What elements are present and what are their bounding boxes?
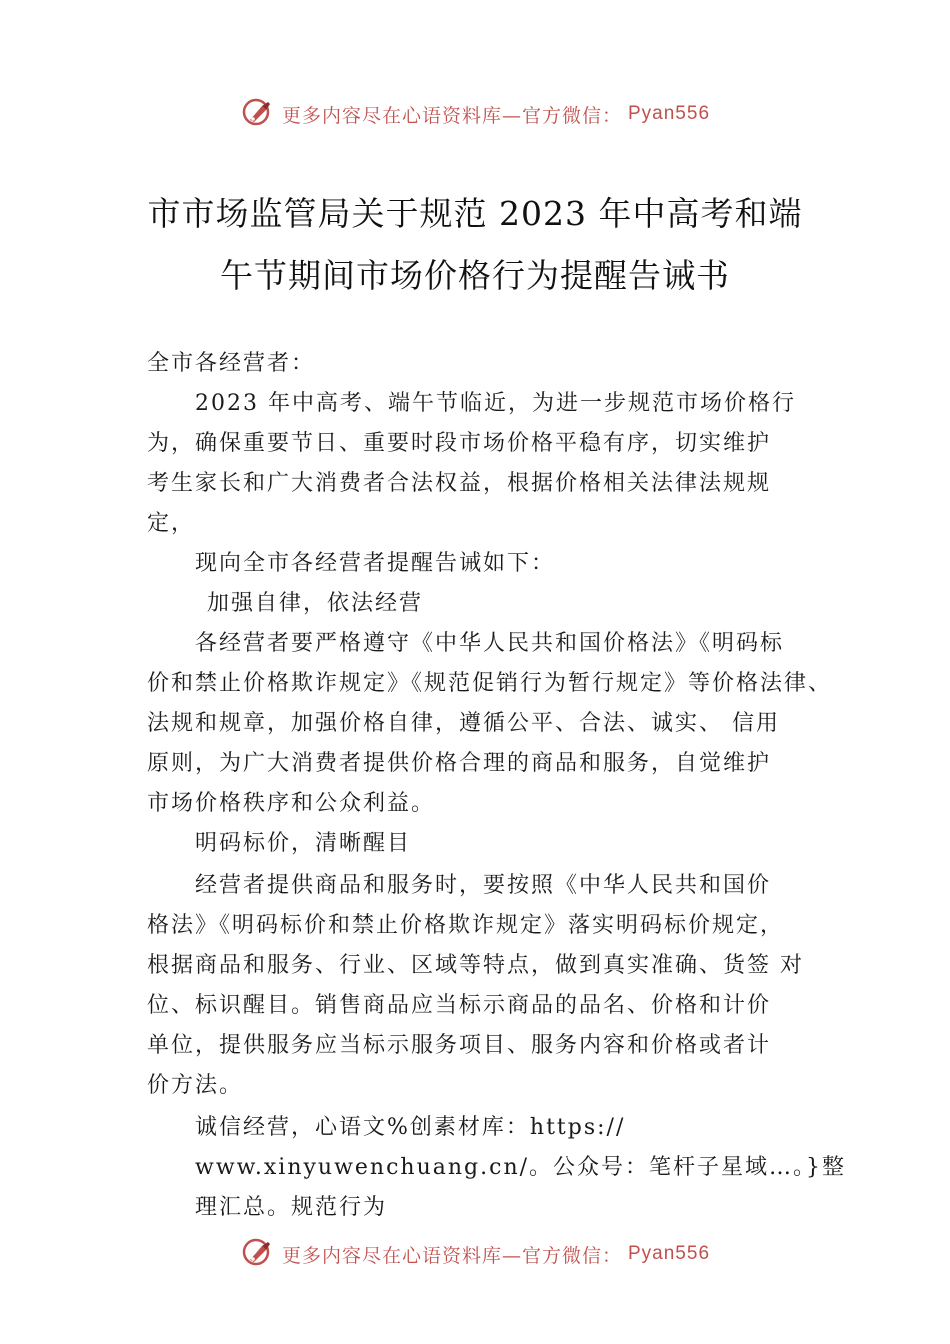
- paragraph-line: 2023 年中高考、端午节临近，为进一步规范市场价格行: [195, 391, 796, 416]
- header-banner-wechat-id: Pyan556: [628, 103, 711, 124]
- pen-nib-logo-icon: [240, 96, 276, 132]
- footer-banner-text: 更多内容尽在心语资料库—官方微信：: [281, 1244, 622, 1267]
- paragraph-line: 现向全市各经营者提醒告诫如下：: [195, 551, 556, 576]
- pen-nib-logo-icon: [240, 1236, 276, 1272]
- paragraph-line: 价和禁止价格欺诈规定》《规范促销行为暂行规定》等价格法律、: [147, 671, 833, 696]
- header-banner: [0, 94, 950, 134]
- paragraph-line: 经营者提供商品和服务时，要按照《中华人民共和国价: [195, 873, 772, 898]
- paragraph-line: 位、标识醒目。销售商品应当标示商品的品名、价格和计价: [147, 993, 772, 1018]
- section-heading: 明码标价，清晰醒目: [195, 831, 412, 856]
- paragraph-line: www.xinyuwenchuang.cn/。公众号：笔杆子星域…。}整: [195, 1155, 847, 1180]
- paragraph-line: 格法》《明码标价和禁止价格欺诈规定》落实明码标价规定，: [147, 913, 785, 938]
- document-title-line1: 市市场监管局关于规范 2023 年中高考和端: [147, 194, 803, 233]
- paragraph-line: 各经营者要严格遵守《中华人民共和国价格法》《明码标: [195, 631, 785, 656]
- header-banner-text: 更多内容尽在心语资料库—官方微信：: [281, 104, 622, 127]
- paragraph-line: 为，确保重要节日、重要时段市场价格平稳有序，切实维护: [147, 431, 772, 456]
- paragraph-line: 单位，提供服务应当标示服务项目、服务内容和价格或者计: [147, 1033, 772, 1058]
- paragraph-line: 理汇总。规范行为: [195, 1195, 388, 1220]
- salutation: 全市各经营者：: [147, 351, 316, 376]
- document-body: [147, 344, 847, 1228]
- paragraph-line: 考生家长和广大消费者合法权益，根据价格相关法律法规规: [147, 471, 772, 496]
- paragraph-line: 定，: [147, 511, 196, 536]
- footer-banner-wechat-id: Pyan556: [628, 1243, 711, 1264]
- paragraph-line: 法规和规章，加强价格自律，遵循公平、合法、诚实、 信用: [147, 711, 780, 736]
- paragraph-line: 根据商品和服务、行业、区域等特点，做到真实准确、货签 对: [147, 953, 804, 978]
- footer-banner: [0, 1234, 950, 1274]
- paragraph-line: 市场价格秩序和公众利益。: [147, 791, 436, 816]
- paragraph-line: 诚信经营，心语文%创素材库：https://: [195, 1115, 626, 1140]
- paragraph-line: 原则，为广大消费者提供价格合理的商品和服务，自觉维护: [147, 751, 772, 776]
- document-title-line2: 午节期间市场价格行为提醒告诫书: [220, 256, 730, 295]
- paragraph-line: 价方法。: [147, 1073, 244, 1098]
- section-heading: 加强自律，依法经营: [207, 591, 424, 616]
